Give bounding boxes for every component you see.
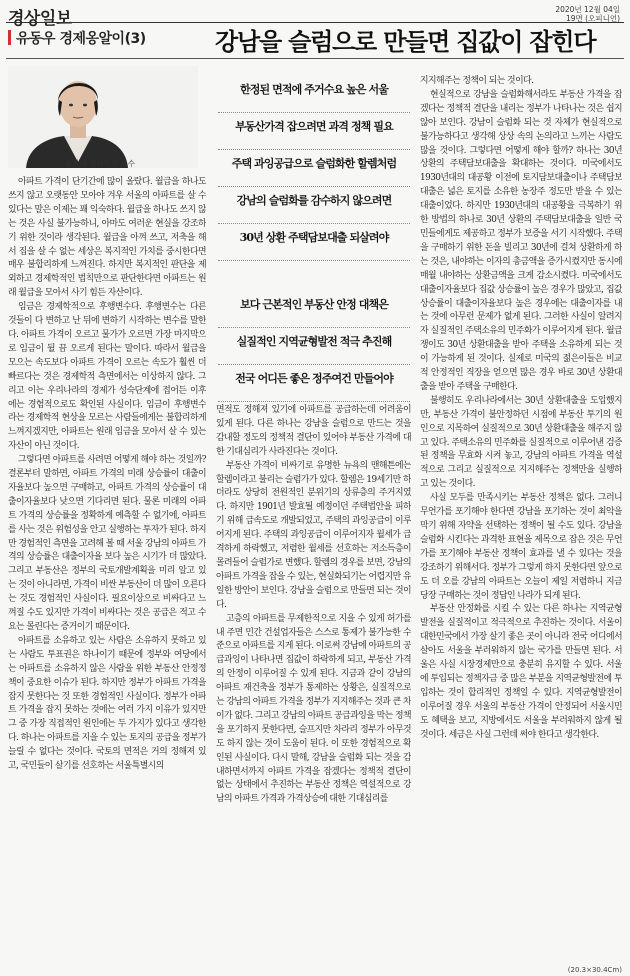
print-size-note: (20.3×30.4Cm) [567, 966, 622, 974]
pull-quote: 한정된 면적에 주거수요 높은 서울 [218, 76, 410, 113]
paragraph: 아파트를 소유하고 있는 사람은 소유하지 못하고 있는 사람도 투표권은 하나이기 때문에 정부와 여당에서는 아파트를 소유하지 않은 사람을 위한 부동산 안정정책이 중요한 이슈가 된다. 하지만 정부가 아파트 가격을 잡지 못한다는 것 또한 경험적인 사실이다. 정부가 아파트 가격을 잡지 못하는 것에는 여러 가지 이유가 있지만 그 중 가장 직접적인 원인에는 두 가지가 있다고 생각한다. 하나는 아파트를 지을 수 있는 토지의 공급을 정부가 늘릴 수 없다는 것이다. 국토의 면적은 거의 정해져 있고, 국민들이 살기를 선호하는 서울특별시의 [8, 635, 206, 772]
article-column-3 [420, 75, 622, 957]
paragraph: 부동산 가격이 비싸기로 유명한 뉴욕의 맨해튼에는 할렘이라고 불리는 슬럼가가 있다. 할렘은 19세기만 하더라도 상당히 전원적인 분위기의 상류층의 주거지였다. 하지만 1901년 발효될 예정이던 주택법안을 피하기 위해 급속도로 개발되었고, 주택의 과잉공급이 이루어지게 된다. 주택의 과잉공급이 이루어지자 월세가 급격하게 하락했고, 저렴한 월세를 선호하는 저소득층이 몰려들어 슬럼가로 변했다. 할렘의 경우를 보면, 강남의 아파트 가격을 잡을 수 있는, 현실화되기는 어렵지만 유일한 방안이 보인다. 강남을 슬럼으로 만들면 되는 것이다. [216, 460, 411, 610]
column-accent-bar [8, 30, 11, 45]
page-section: 19면 (오피니언) [565, 14, 620, 23]
column-title-text: 유동우 경제옹알이(3) [16, 31, 146, 47]
pull-quote: 보다 근본적인 부동산 안정 대책은 [218, 291, 410, 328]
author-caption: 울산대 경제학과 교수 [65, 159, 135, 168]
article-headline: 강남을 슬럼으로 만들면 집값이 잡힌다 [215, 27, 596, 56]
paragraph: 면적도 정해져 있기에 아파트를 공급하는데 어려움이 있게 된다. 다른 하나는 강남을 슬럼으로 만드는 것을 감내할 정도의 정책적 결단이 있어야 부동산 가격에 대한 기대심리가 사라진다는 것이다. [216, 405, 411, 457]
author-portrait-icon [8, 66, 198, 168]
newspaper-masthead: 경상일보 [8, 9, 72, 29]
paragraph: 지지해주는 정책이 되는 것이다. [420, 76, 534, 86]
pull-quote: 강남의 슬럼화를 감수하지 않으려면 [218, 187, 410, 224]
pull-quotes [218, 76, 410, 402]
pull-quote: 30년 상환 주택담보대출 되살려야 [218, 224, 410, 261]
paragraph: 불행히도 우리나라에서는 30년 상환대출을 도입했지만, 부동산 가격이 불안정하던 시점에 부동산 투기의 원인으로 지목하여 실질적으로 30년 상환대출을 해주지 않고 있다. 주택소유의 민주화를 실질적으로 이루어낸 검증된 정책을 무효화 시켜 놓고, 강남의 아파트 가격을 역설적으로 그리고 실질적으로 지지해주는 정책만을 실행하고 있는 것이다. [420, 395, 622, 490]
paragraph: 아파트 가격이 단기간에 많이 올랐다. 월급을 하나도 쓰지 않고 오랫동안 모아야 겨우 서울의 아파트를 살 수 있다는 말은 이제는 꽤 익숙하다. 월급을 하나도 쓰지 않는 것은 사실 불가능하니, 아마도 여러운 현실을 강조하기 위한 것이라 생각된다. 월급을 아껴 쓰고, 저축을 해서 집을 살 수 없는 세상은 복지적인 가치를 중시한다면 매우 불합리하게 느껴진다. 하지만 복지적인 판단을 제외하고 경제학적인 법칙만으로 판단한다면 아파트는 원래 월급을 모아서 사기 힘든 자산이다. [8, 177, 206, 299]
pull-quote: 전국 어디든 좋은 정주여건 만들어야 [218, 365, 410, 402]
pull-quote: 주택 과잉공급으로 슬럼화한 할렘처럼 [218, 150, 410, 187]
article-column-2 [216, 404, 411, 966]
publish-date: 2020년 12월 04일 [555, 5, 620, 14]
headline-rule [6, 58, 624, 59]
paragraph: 고층의 아파트를 무제한적으로 지을 수 있게 허가를 내 주면 민간 건설업자들은 스스로 통제가 불가능한 수준으로 아파트를 지게 된다. 이로써 강남에 아파트의 공급과잉이 나타나면 집값이 하락하게 되고, 부동산 가격의 안정이 이루어질 수 있게 된다. 지금과 같이 강남의 아파트 재건축을 정부가 통제하는 상황은, 실질적으로는 강남의 아파트 가격을 정부가 지지해주는 것과 큰 차이가 없다. 그리고 강남의 아파트 공급과잉을 막는 정책을 포기하지 못한다면, 슬프지만 차라리 정부가 아무것도 하지 않는 것이 도움이 된다. 이 또한 경험적으로 확인된 사실이다. 다시 말해, 강남을 슬럼화 되는 것을 감내하면서까지 아파트 가격을 잡겠다는 정책적 결단이 없는 상태에서 추진하는 부동산 정책은 역설적으로 강남의 아파트 가격과 가격상승에 대한 기대심리를 [216, 613, 411, 805]
paragraph: 임금은 경제학적으로 후행변수다. 후행변수는 다른 것들이 다 변하고 난 뒤에 변하기 시작하는 변수를 말한다. 아파트 가격이 오르고 물가가 오르면 가장 마지막으로 임금이 뒬 끔 오르게 된다는 말이다. 따라서 월급을 모으는 속도보다 아파트 가격이 오르는 속도가 훨씬 더 빠르다는 것은 경제학적 측면에서는 이상하지 않다. 그리고 이는 우리나라의 경제가 성숙단계에 접어든 이후에는 경험적으로도 확인된 사실이다. 임금이 후행변수라는 경제학적 현상을 모르는 사람들에게는 불합리하게 느껴지겠지만, 아파트는 원래 임금을 모아서 살 수 있는 자산이 아닌 것이다. [8, 302, 206, 452]
pull-quote: 실질적인 지역균형발전 적극 추진해 [218, 328, 410, 365]
paragraph: 부동산 안정화를 시킬 수 있는 다른 하나는 지역균형발전을 실질적이고 적극적으로 추진하는 것이다. 서울이 대한민국에서 가장 살기 좋은 곳이 아니라 전국 어디에서 살아도 서울을 부러워하지 않는 국가를 만들면 된다. 서울은 사실 시장경제만으로 충분히 유지할 수 있다. 서울에 투입되는 정책자금 중 많은 부분을 지역균형발전에 투입하는 것이 합리적인 정책일 수 있다. 지역균형발전이 이루어질 경우 서울의 부동산 가격이 안정되어 서울시민도 혜택을 보고, 지방에서도 서울을 부러워하지 않게 될 것이다. 세금은 사실 그런데 써야 한다고 생각한다. [420, 604, 622, 740]
paragraph: 사실 모두를 만족시키는 부동산 정책은 없다. 그러니 무언가를 포기해야 한다면 강남을 포기하는 것이 최악을 막기 위해 자약을 선택하는 정책이 될 수도 있다. 강남을 슬럼화 시킨다는 과격한 표현을 제목으로 잡은 것은 무언가를 포기해야 부동산 정책이 효과를 낼 수 있다는 것을 강조하기 위해서다. 정부가 그렇게 하지 못한다면 앞으로도 더 오를 강남의 아파트는 오늘이 제일 저렴하니 지금 당장 구매하는 것이 정답인 나라가 되게 된다. [420, 493, 622, 601]
paragraph: 그렇다면 아파트를 사려면 어떻게 해야 하는 것일까? 결론부터 말하면, 아파트 가격의 미래 상승률이 대출이자율보다 높으면 구매하고, 아파트 가격의 상승률이 대출이자율보다 낮으면 기다리면 된다. 물론 미래의 아파트 가격의 상승률을 정확하게 예측할 수 없기에, 아파트를 사는 것은 위험성을 안고 실행하는 투자가 된다. 하지만 경험적인 측면을 고려해 볼 때 서울 강남의 아파트 가격의 상승률은 대출이자율 보다 높은 시기가 더 많았다. 그리고 부동산은 정부의 국토개발계획을 미리 알고 있는 것이 아니라면, 가격이 비싼 부동산이 더 많이 오른다는 것도 경험적인 사실이다. 필요이상으로 비싸다고 느껴질 수도 있지만 가격이 비싸다는 것은 공급은 적고 수요는 몰린다는 증거이기 때문이다. [8, 455, 206, 632]
author-photo [8, 66, 198, 168]
dateline [555, 5, 620, 23]
column-title [8, 28, 146, 48]
paragraph: 현실적으로 강남을 슬럼화해서라도 부동산 가격을 잡겠다는 정책적 결단을 내리는 정부가 나타나는 것은 쉽지 않아 보인다. 강남이 슬럼화 되는 것 자체가 현실적으로 불가능하다고 생각해 상상 속의 논의라고 느끼는 사람도 많을 것이다. 그렇다면 어떻게 해야 할까? 하나는 30년 상환의 주택담보대출을 확대하는 것이다. 미국에서도 1930년대의 대공황 이전에 토지담보대출이나 주택담보대출은 넓은 토지를 소유한 농장주 정도만 받을 수 있는 대출이었다. 하지만 1930년대의 대공황을 극복하기 위한 방법의 하나로 30년 상환의 주택담보대출을 일반 국민들에게도 제공하고 정부가 보증을 서기 시작했다. 주택을 구매하기 위한 돈을 빌리고 30년에 걸쳐 상환하게 하는 것은, 내야하는 이자의 총금액을 증가시켰지만 동시에 매월 내야하는 상환금액을 크게 감소시켰다. 미국에서도 대출이자율보다 집값 상승률이 높은 경우가 많았고, 집값 상승률이 대출이자율보다 높은 경우에는 대출이자를 내는 것에 아무런 문제가 없게 된다. 그러한 사실이 알려지자 실질적인 주택소유의 민주화가 이루어지게 된다. 월급쟁이도 30년 상환대출을 받아 주택을 소유하게 되는 것이 가능하게 된 것이다. 실제로 미국의 젊은이들은 비교적 안정적인 직장을 얻으면 많은 경우 바로 30년 상환대출을 받아 주택을 구매한다. [420, 89, 622, 392]
pull-quote: 부동산가격 잡으려면 과격 정책 필요 [218, 113, 410, 150]
article-column-1 [8, 176, 206, 968]
